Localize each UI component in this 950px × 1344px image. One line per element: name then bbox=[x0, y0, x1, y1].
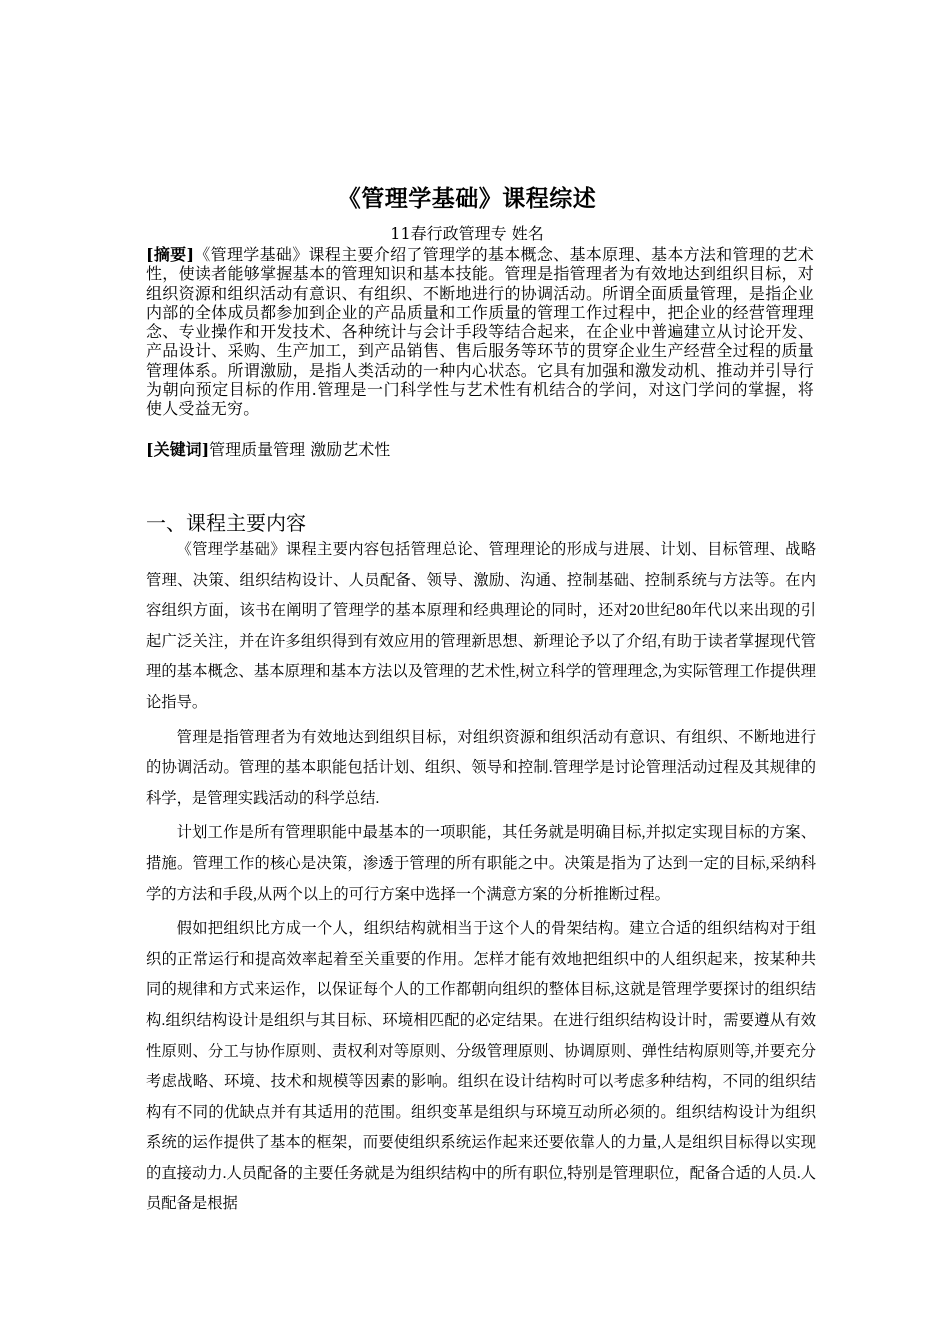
body-paragraph: 《管理学基础》课程主要内容包括管理总论、管理理论的形成与进展、计划、目标管理、战略管理、决策、组织结构设计、人员配备、领导、激励、沟通、控制基础、控制系统与方法等。在内容组织方面，该书在阐明了管理学的基本原理和经典理论的同时，还对20世纪80年代以来出现的引起广泛关注，并在许多组织得到有效应用的管理新思想、新理论予以了介绍,有助于读者掌握现代管理的基本概念、基本原理和基本方法以及管理的艺术性,树立科学的管理理念,为实际管理工作提供理论指导。 bbox=[146, 541, 816, 711]
keywords-label: [关键词] bbox=[146, 440, 210, 459]
abstract-block bbox=[146, 245, 814, 419]
abstract-text: 《管理学基础》课程主要介绍了管理学的基本概念、基本原理、基本方法和管理的艺术性，使读者能够掌握基本的管理知识和基本技能。管理是指管理者为有效地达到组织目标，对组织资源和组织活动有意识、有组织、不断地进行的协调活动。所谓全面质量管理，是指企业内部的全体成员都参加到企业的产品质量和工作质量的管理工作过程中，把企业的经营管理理念、专业操作和开发技术、各种统计与会计手段等结合起来，在企业中普遍建立从讨论开发、产品设计、采购、生产加工，到产品销售、售后服务等环节的贯穿企业生产经营全过程的质量管理体系。所谓激励，是指人类活动的一种内心状态。它具有加强和激发动机、推动并引导行为朝向预定目标的作用.管理是一门科学性与艺术性有机结合的学问，对这门学问的掌握，将使人受益无穷。 bbox=[146, 245, 814, 419]
keywords-block bbox=[146, 440, 814, 460]
body-paragraph: 假如把组织比方成一个人，组织结构就相当于这个人的骨架结构。建立合适的组织结构对于组织的正常运行和提高效率起着至关重要的作用。怎样才能有效地把组织中的人组织起来，按某种共同的规律和方式来运作，以保证每个人的工作都朝向组织的整体目标,这就是管理学要探讨的组织结构.组织结构设计是组织与其目标、环境相匹配的必定结果。在进行组织结构设计时，需要遵从有效性原则、分工与协作原则、责权利对等原则、分级管理原则、协调原则、弹性结构原则等,并要充分考虑战略、环境、技术和规模等因素的影响。组织在设计结构时可以考虑多种结构，不同的组织结构有不同的优缺点并有其适用的范围。组织变革是组织与环境互动所必须的。组织结构设计为组织系统的运作提供了基本的框架，而要使组织系统运作起来还要依靠人的力量,人是组织目标得以实现的直接动力.人员配备的主要任务就是为组织结构中的所有职位,特别是管理职位，配备合适的人员.人员配备是根据 bbox=[146, 920, 816, 1213]
abstract-label: [摘要] bbox=[146, 245, 195, 264]
author-byline: 11春行政管理专 姓名 bbox=[390, 224, 544, 243]
section-heading: 一、课程主要内容 bbox=[146, 511, 306, 535]
section-body bbox=[146, 535, 816, 1224]
document-title: 《管理学基础》课程综述 bbox=[337, 186, 597, 212]
keywords-text: 管理质量管理 激励艺术性 bbox=[209, 440, 391, 459]
body-paragraph: 计划工作是所有管理职能中最基本的一项职能，其任务就是明确目标,并拟定实现目标的方案、措施。管理工作的核心是决策，渗透于管理的所有职能之中。决策是指为了达到一定的目标,采纳科学的方法和手段,从两个以上的可行方案中选择一个满意方案的分析推断过程。 bbox=[146, 824, 816, 903]
body-paragraph: 管理是指管理者为有效地达到组织目标，对组织资源和组织活动有意识、有组织、不断地进行的协调活动。管理的基本职能包括计划、组织、领导和控制.管理学是讨论管理活动过程及其规律的科学，是管理实践活动的科学总结. bbox=[146, 728, 816, 807]
